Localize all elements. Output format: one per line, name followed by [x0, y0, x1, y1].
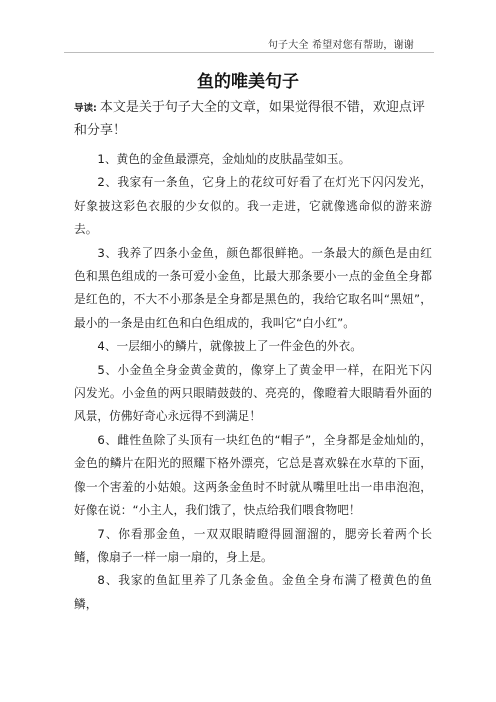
header-divider	[64, 52, 434, 53]
page-header: 句子大全 希望对您有帮助，谢谢	[267, 40, 414, 51]
paragraph-6: 6、雌性鱼除了头顶有一块红色的“帽子”，全身都是金灿灿的，金色的鳞片在阳光的照耀下格外漂亮，它总是喜欢躲在水草的下面，像一个害羞的小姑娘。这两条金鱼时不时就从嘴里吐出一串串泡泡，好像在说：“小主人，我们饿了，快点给我们喂食物吧！	[74, 432, 432, 518]
paragraph-8: 8、我家的鱼缸里养了几条金鱼。金鱼全身布满了橙黄色的鱼鳞，	[74, 573, 432, 611]
paragraph-3: 3、我养了四条小金鱼，颜色都很鲜艳。一条最大的颜色是由红色和黑色组成的一条可爱小金鱼，比最大那条要小一点的金鱼全身都是红色的，不大不小那条是全身都是黑色的，我给它取名叫“黑妞”，最小的一条是由红色和白色组成的，我叫它“白小红”。	[74, 245, 432, 330]
paragraph-1: 1、黄色的金鱼最漂亮，金灿灿的皮肤晶莹如玉。	[97, 152, 351, 166]
document-title: 鱼的唯美句子	[197, 72, 299, 92]
paragraph-7: 7、你看那金鱼，一双双眼睛瞪得圆溜溜的，腮旁长着两个长鳍，像扇子一样一扇一扇的，身上是。	[74, 526, 432, 564]
paragraph-2: 2、我家有一条鱼，它身上的花纹可好看了在灯光下闪闪发光，好象披这彩色衣服的少女似的。我一走进，它就像逃命似的游来游去。	[74, 175, 432, 237]
guide-text: 本文是关于句子大全的文章，如果觉得很不错，欢迎点评和分享！	[74, 100, 425, 138]
paragraph-4: 4、一层细小的鳞片，就像披上了一件金色的外衣。	[97, 339, 362, 354]
guide-label: 导读:	[74, 103, 97, 114]
document-body	[74, 148, 432, 616]
paragraph-5: 5、小金鱼全身金黄金黄的，像穿上了黄金甲一样，在阳光下闪闪发光。小金鱼的两只眼睛鼓鼓的、亮亮的，像瞪着大眼睛看外面的风景，仿佛好奇心永远得不到满足！	[74, 362, 432, 424]
guide-intro	[74, 97, 434, 142]
